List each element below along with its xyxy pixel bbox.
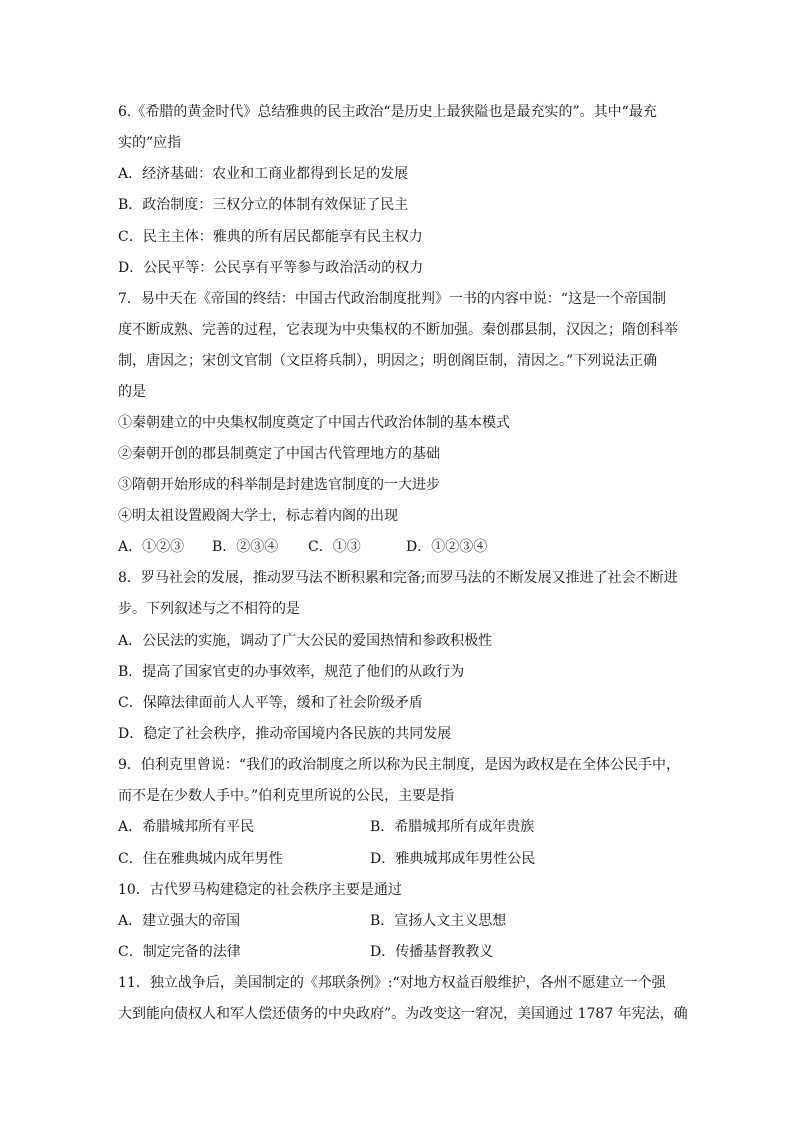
q6-option-b: B．政治制度：三权分立的体制有效保证了民主: [118, 197, 409, 213]
q6-stem-line-2: 实的”应指: [118, 135, 182, 151]
q6-option-d: D．公民平等：公民享有平等参与政治活动的权力: [118, 260, 424, 276]
q10-stem: 10．古代罗马构建稳定的社会秩序主要是通过: [118, 882, 402, 898]
q7-stem-line-4: 的是: [118, 384, 146, 400]
q10-option-c: C．制定完备的法律: [118, 944, 241, 960]
q8-option-b: B．提高了国家官吏的办事效率，规范了他们的从政行为: [118, 664, 465, 680]
q6-option-a: A．经济基础：农业和工商业都得到长足的发展: [118, 166, 409, 182]
q7-stem-line-1: 7．易中天在《帝国的终结：中国古代政治制度批判》一书的内容中说：“这是一个帝国制: [118, 291, 667, 307]
q7-stem-line-3: 制，唐因之；宋创文官制（文臣将兵制），明因之；明创阁臣制，清因之。”下列说法正确: [118, 353, 658, 369]
q11-stem-line-2: 大到能向债权人和军人偿还债务的中央政府”。为改变这一窘况，美国通过 1787 年宪法，确: [118, 1006, 688, 1022]
q8-stem-line-1: 8．罗马社会的发展，推动罗马法不断积累和完备;而罗马法的不断发展又推进了社会不断进: [118, 570, 678, 586]
q7-statement-1: ①秦朝建立的中央集权制度奠定了中国古代政治体制的基本模式: [118, 415, 510, 431]
q7-option-b: B．②③④: [212, 539, 279, 555]
q9-option-c: C．住在雅典城内成年男性: [118, 851, 283, 867]
q8-stem-line-2: 步。下列叙述与之不相符的是: [118, 601, 300, 617]
q10-option-a: A．建立强大的帝国: [118, 913, 241, 929]
q7-option-d: D．①②③④: [406, 539, 488, 555]
q6-option-c: C．民主主体：雅典的所有居民都能享有民主权力: [118, 229, 423, 245]
q7-statement-2: ②秦朝开创的郡县制奠定了中国古代管理地方的基础: [118, 446, 440, 462]
q7-statement-3: ③隋朝开始形成的科举制是封建选官制度的一大进步: [118, 477, 440, 493]
q9-option-b: B．希腊城邦所有成年贵族: [370, 819, 535, 835]
q9-option-d: D．雅典城邦成年男性公民: [370, 851, 536, 867]
q9-option-a: A．希腊城邦所有平民: [118, 819, 255, 835]
q7-option-c: C．①③: [308, 539, 361, 555]
q6-stem-line-1: 6.《希腊的黄金时代》总结雅典的民主政治“是历史上最狭隘也是最充实的”。其中“最充: [118, 104, 657, 120]
q7-option-a: A．①②③: [118, 539, 185, 555]
q8-option-c: C．保障法律面前人人平等，缓和了社会阶级矛盾: [118, 695, 423, 711]
q9-stem-line-1: 9．伯利克里曾说：“我们的政治制度之所以称为民主制度，是因为政权是在全体公民手中，: [118, 757, 681, 773]
q9-stem-line-2: 而不是在少数人手中。”伯利克里所说的公民，主要是指: [118, 788, 455, 804]
q7-statement-4: ④明太祖设置殿阁大学士，标志着内阁的出现: [118, 508, 398, 524]
q10-option-b: B．宣扬人文主义思想: [370, 913, 507, 929]
q10-option-d: D．传播基督教教义: [370, 944, 494, 960]
q8-option-d: D．稳定了社会秩序，推动帝国境内各民族的共同发展: [118, 726, 452, 742]
q11-stem-line-1: 11．独立战争后，美国制定的《邦联条例》:“对地方权益百般维护，各州不愿建立一个强: [118, 975, 666, 991]
q7-stem-line-2: 度不断成熟、完善的过程，它表现为中央集权的不断加强。秦创郡县制，汉因之；隋创科举: [118, 322, 678, 338]
q8-option-a: A．公民法的实施，调动了广大公民的爱国热情和参政积极性: [118, 633, 493, 649]
